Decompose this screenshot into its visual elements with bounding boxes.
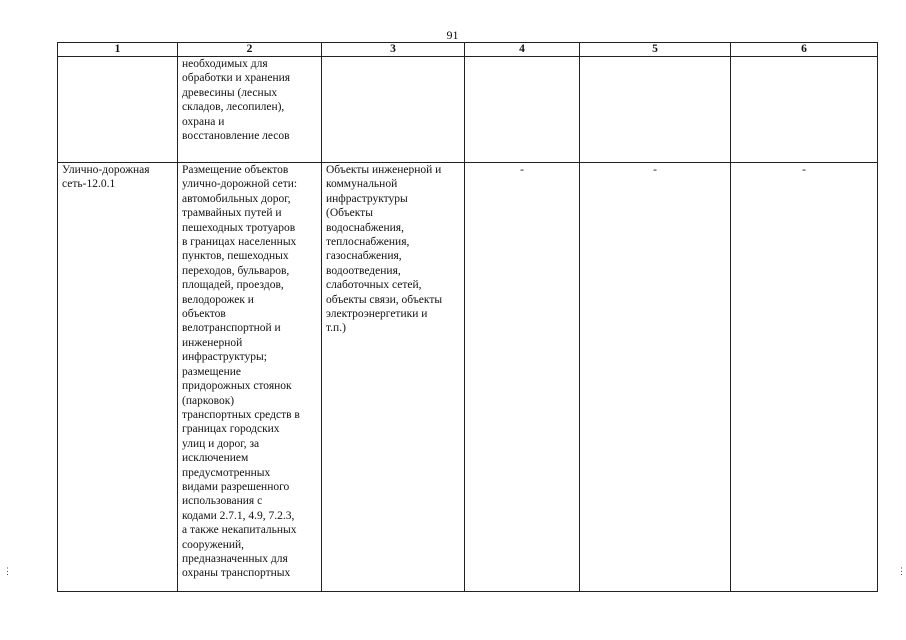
column-header-6: 6	[731, 43, 878, 57]
cell-column-5: -	[580, 163, 731, 592]
table-row	[58, 57, 878, 163]
cell-permitted-objects	[322, 57, 465, 163]
scan-edge-mark-right: ⋮	[897, 566, 906, 576]
cell-column-4	[465, 57, 580, 163]
cell-column-6	[731, 57, 878, 163]
column-header-2: 2	[178, 43, 322, 57]
column-header-5: 5	[580, 43, 731, 57]
cell-permitted-objects: Объекты инженерной и коммунальной инфраструктуры (Объекты водоснабжения, теплоснабжения, газоснабжения, водоотведения, слаботочных сетей, объекты связи, объекты электроэнергетики и т.п.)	[322, 163, 465, 592]
column-header-3: 3	[322, 43, 465, 57]
cell-description: Размещение объектов улично-дорожной сети: автомобильных дорог, трамвайных путей и пешеходных тротуаров в границах населенных пунктов, пешеходных переходов, бульваров, площадей, проездов, велодорожек и объектов велотранспортной и инженерной инфраструктуры; размещение придорожных стоянок (парковок) транспортных средств в границах городских улиц и дорог, за исключением предусмотренных видами разрешенного использования с кодами 2.7.1, 4.9, 7.2.3, а также некапитальных сооружений, предназначенных для охраны транспортных	[178, 163, 322, 592]
table-row	[58, 163, 878, 592]
cell-column-6: -	[731, 163, 878, 592]
cell-column-4: -	[465, 163, 580, 592]
cell-land-use-name	[58, 57, 178, 163]
scan-edge-mark-left: ⋮	[3, 566, 12, 576]
cell-column-5	[580, 57, 731, 163]
regulations-table	[57, 42, 878, 592]
cell-description: необходимых для обработки и хранения древесины (лесных складов, лесопилен), охрана и восстановление лесов	[178, 57, 322, 163]
cell-land-use-name: Улично-дорожная сеть-12.0.1	[58, 163, 178, 592]
page-number: 91	[446, 28, 459, 42]
table-header-row	[58, 43, 878, 57]
column-header-4: 4	[465, 43, 580, 57]
column-header-1: 1	[58, 43, 178, 57]
